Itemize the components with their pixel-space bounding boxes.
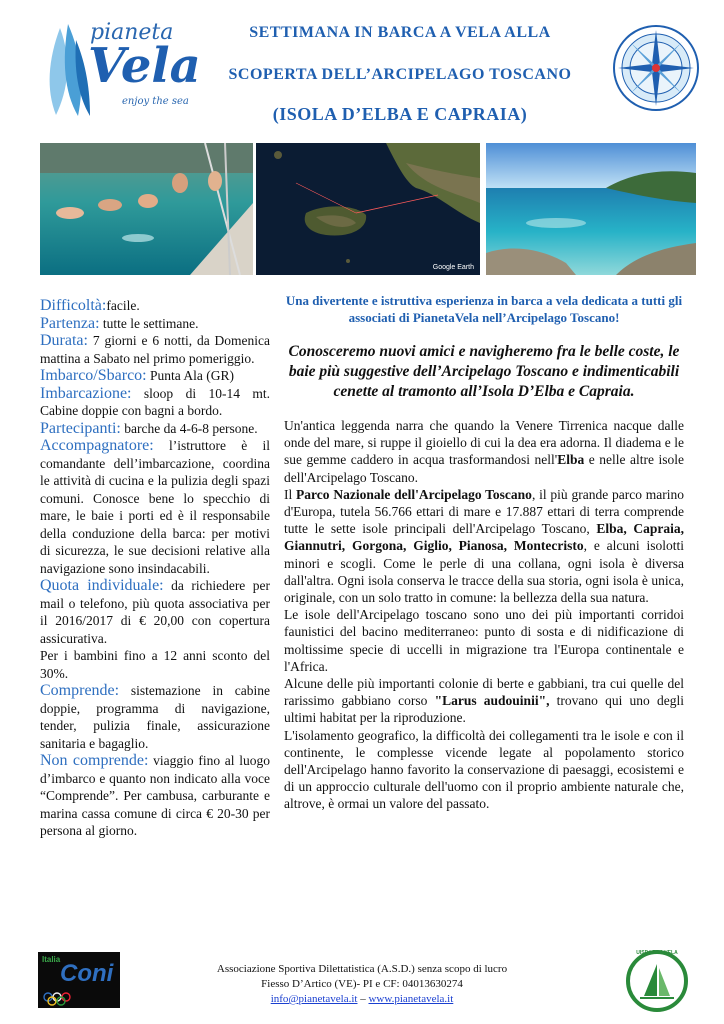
p2-a: Il: [284, 486, 297, 502]
p2-d: Elba, Capraia, Giannutri, Gorgona, Giglio, Pianosa, Montecristo: [284, 521, 685, 554]
compass-rose-icon: [612, 24, 700, 112]
partecipanti-label: Partecipanti:: [40, 419, 121, 437]
p2-e: , e alcuni isolotti minori e scogli. Come le perle di una collana, ogni isola è diversa dall'altra. Ogni isola conserva le tracce della sua storia, ogni isola è unica, originale, con un solo tratto in comune: la bellezza della sua natura.: [284, 538, 684, 606]
logo-tagline: enjoy the sea: [122, 96, 189, 107]
uisp-lega-vela-logo: [626, 950, 688, 1012]
footer-line-1: Associazione Sportiva Dilettatistica (A.S.D.) senza scopo di lucro: [216, 963, 508, 975]
p2-b: Parco Nazionale dell'Arcipelago Toscano: [296, 486, 532, 502]
footer-email-link[interactable]: info@pianetavela.it: [270, 993, 358, 1005]
imbarcazione-label: Imbarcazione:: [40, 384, 132, 402]
comprende-value: sistemazione in cabine doppie, programma di navigazione, tender, pulizia finale, assicurazione sanitaria e bagaglio.: [40, 683, 270, 751]
p4-b: "Larus audouinii",: [434, 693, 550, 709]
paragraph-fauna: Le isole dell'Arcipelago toscano sono uno dei più importanti corridoi faunistici del bacino mediterraneo: punto di sosta e di nidificazione di moltissime specie di uccelli in migrazione tra l'Europa continentale e l'Africa.: [284, 607, 684, 674]
p1-c: e nelle altre isole dell'Arcipelago Toscano.: [284, 452, 684, 485]
paragraph-isolation: L'isolamento geografico, la difficoltà dei collegamenti tra le isole e con il continente, le complesse vicende legate al popolamento storico dell'Arcipelago hanno favorito la conservazione di paesaggi, ecosistemi e di un approccio culturale dell'uomo con il proprio ambiente naturale che, altrove, è ormai un valore del passato.: [284, 727, 684, 812]
p1-b: Elba: [557, 452, 585, 468]
partenza-value: tutte le settimane.: [102, 315, 199, 331]
accompagnatore-label: Accompagnatore:: [40, 437, 154, 454]
difficolta-value: facile.: [106, 298, 140, 313]
p4-a: Alcune delle più importanti colonie di berte e gabbiani, tra cui quelle del rarissimo gabbiano corso: [284, 676, 684, 709]
imbarco-label: Imbarco/Sbarco:: [40, 367, 147, 384]
title-line-1: SETTIMANA IN BARCA A VELA ALLA: [249, 24, 551, 41]
difficolta-label: Difficoltà:: [40, 297, 107, 314]
coni-logo: [38, 952, 120, 1008]
paragraph-colonies: [284, 675, 684, 727]
footer-site-link[interactable]: www.pianetavela.it: [368, 993, 454, 1005]
non-comprende-value: viaggio fino al luogo d’imbarco e quanto non indicato alla voce “Comprende”. Per cambusa, carburante e marina cassa comune di circa € 20-30 per persona al giorno.: [40, 753, 271, 838]
highlight-text: Conosceremo nuovi amici e navigheremo fra le belle coste, le baie più suggestive dell’Arcipelago Toscano e indimenticabili cenette al tramonto all’Isola D’Elba e Capraia.: [288, 343, 680, 400]
intro-text: Una divertente e istruttiva esperienza in barca a vela dedicata a tutti gli associati di PianetaVela nell’Arcipelago Toscano!: [285, 293, 683, 325]
map-caption: Google Earth: [432, 264, 474, 271]
footer-line-2: Fiesso D’Artico (VE)- PI e CF: 04013630274: [261, 978, 463, 990]
quota-value: da richiedere per mail o telefono, più quota associativa per il 2016/2017 di € 20,00 con copertura assicurativa.: [40, 578, 271, 646]
non-comprende-label: Non comprende:: [40, 752, 149, 769]
quota-label: Quota individuale:: [40, 577, 164, 594]
uisp-logo-text: UISP LEGA VELA: [636, 950, 678, 956]
partenza-label: Partenza:: [40, 314, 100, 332]
footer-info: [180, 962, 544, 1007]
quota-extra: Per i bambini fino a 12 anni sconto del 30%.: [40, 648, 270, 681]
description: [284, 292, 684, 813]
photo-jumping-from-boat: [40, 143, 253, 275]
durata-label: Durata:: [40, 332, 88, 349]
photo-satellite-map: [256, 143, 480, 275]
title-line-3: (ISOLA D’ELBA E CAPRAIA): [272, 104, 528, 124]
logo-main-text: Vela: [88, 38, 201, 94]
imbarco-value: Punta Ala (GR): [150, 368, 234, 383]
durata-value: 7 giorni e 6 notti, da Domenica mattina a Sabato nel primo pomeriggio.: [40, 333, 271, 366]
paragraph-park: [284, 486, 684, 606]
paragraph-legend: [284, 417, 684, 486]
imbarcazione-value: sloop di 10-14 mt. Cabine doppie con bagni a bordo.: [40, 385, 270, 418]
title-line-2: SCOPERTA DELL’ARCIPELAGO TOSCANO: [228, 66, 572, 83]
photo-turquoise-bay: [486, 143, 696, 275]
partecipanti-value: barche da 4-6-8 persone.: [124, 420, 258, 436]
coni-logo-top: Italia: [42, 955, 61, 964]
accompagnatore-value: l’istruttore è il comandante dell’imbarcazione, coordina le attività di cucina e la pulizia degli spazi comuni. Conosce bene lo specchio di mare, le baie i porti ed è il responsabile della conduzione della barca: per motivi di sicurezza, le sue decisioni relative alla navigazione sono insindacabili.: [40, 438, 271, 576]
pianetavela-logo: [38, 20, 201, 120]
trip-details: [40, 297, 270, 840]
logo-top-text: pianeta: [90, 20, 174, 45]
p4-c: trovano qui uno degli ultimi habitat per la riproduzione.: [284, 693, 684, 726]
p2-c: , il più grande parco marino d'Europa, tutela 56.766 ettari di mare e 17.887 ettari di terra comprende tutte le sette isole principali dell'Arcipelago Toscano,: [284, 486, 684, 537]
coni-logo-text: Coni: [60, 960, 114, 987]
p1-a: Un'antica leggenda narra che quando la Venere Tirrenica nacque dalle onde del mare, si ruppe il gioiello di cui la dea era adorna. Il diadema e le sue gemme caddero in acqua trasformandosi nell': [284, 418, 684, 468]
footer-separator: –: [357, 993, 369, 1005]
comprende-label: Comprende:: [40, 682, 120, 699]
